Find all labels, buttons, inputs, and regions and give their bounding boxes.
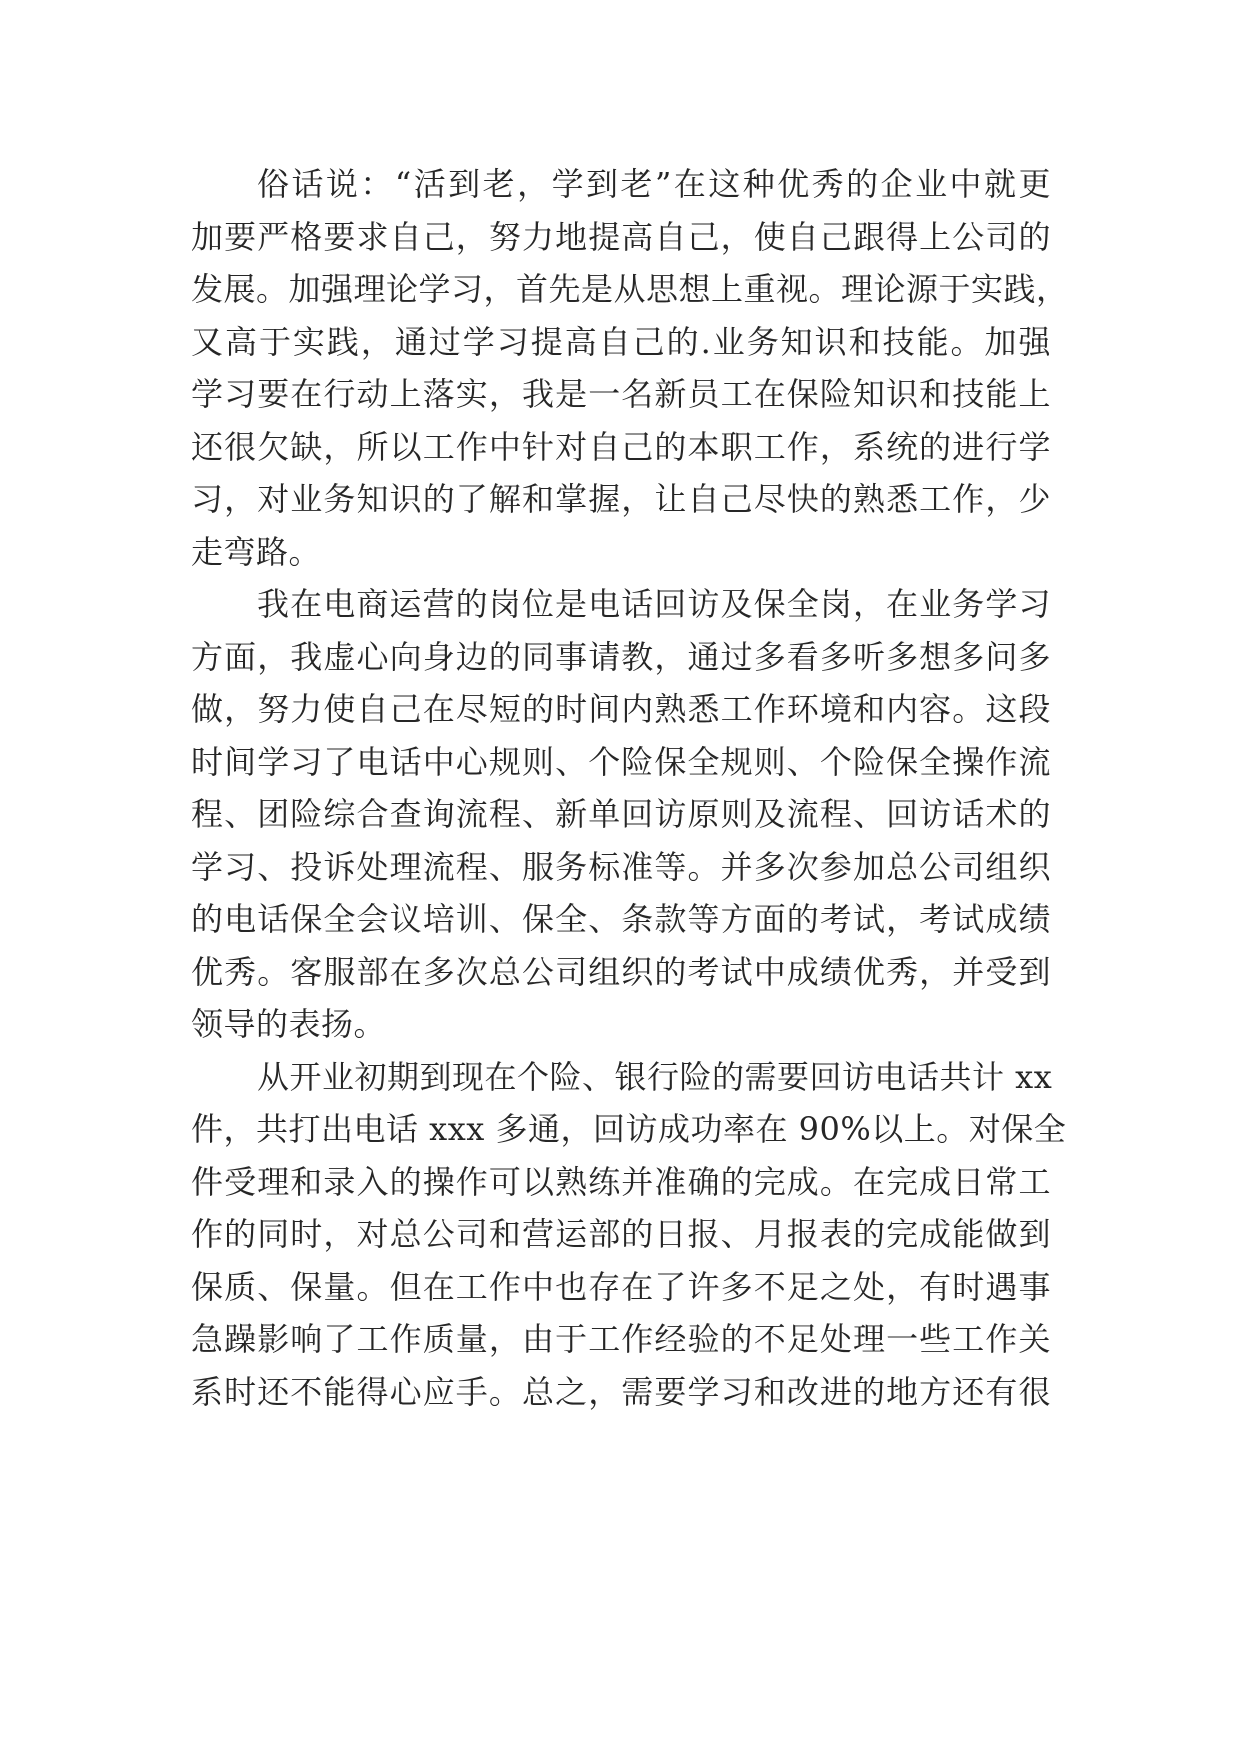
- paragraph-1-line-1: 俗话说：“活到老，学到老”在这种优秀的企业中就更: [257, 165, 1051, 203]
- paragraph-3-line-2: 件，共打出电话 xxx 多通，回访成功率在 90%以上。对保全: [191, 1110, 1067, 1148]
- paragraph-3-line-7: 系时还不能得心应手。总之，需要学习和改进的地方还有很: [191, 1372, 1051, 1411]
- paragraph-2-line-1: 我在电商运营的岗位是电话回访及保全岗，在业务学习: [257, 585, 1051, 623]
- paragraph-2-line-4: 时间学习了电话中心规则、个险保全规则、个险保全操作流: [191, 742, 1051, 781]
- paragraph-3-line-4: 作的同时，对总公司和营运部的日报、月报表的完成能做到: [191, 1215, 1051, 1253]
- paragraph-1-line-7: 习，对业务知识的了解和掌握，让自己尽快的熟悉工作，少: [191, 480, 1051, 518]
- paragraph-1-line-6: 还很欠缺，所以工作中针对自己的本职工作，系统的进行学: [191, 427, 1051, 466]
- paragraph-3-line-5: 保质、保量。但在工作中也存在了许多不足之处，有时遇事: [191, 1267, 1051, 1306]
- paragraph-3-line-1: 从开业初期到现在个险、银行险的需要回访电话共计 xx: [257, 1057, 1053, 1096]
- paragraph-2-line-8: 优秀。客服部在多次总公司组织的考试中成绩优秀，并受到: [191, 952, 1051, 991]
- paragraph-1-line-8: 走弯路。: [191, 532, 322, 571]
- paragraph-3-line-6: 急躁影响了工作质量，由于工作经验的不足处理一些工作关: [191, 1320, 1051, 1358]
- paragraph-2-line-7: 的电话保全会议培训、保全、条款等方面的考试，考试成绩: [191, 900, 1051, 938]
- paragraph-2-line-6: 学习、投诉处理流程、服务标准等。并多次参加总公司组织: [191, 847, 1051, 886]
- paragraph-3-line-3: 件受理和录入的操作可以熟练并准确的完成。在完成日常工: [191, 1162, 1051, 1201]
- document-body: [191, 158, 1069, 1418]
- paragraph-1-line-4: 又高于实践，通过学习提高自己的.业务知识和技能。加强: [191, 322, 1051, 361]
- paragraph-2-line-3: 做，努力使自己在尽短的时间内熟悉工作环境和内容。这段: [191, 690, 1051, 728]
- paragraph-2-line-5: 程、团险综合查询流程、新单回访原则及流程、回访话术的: [191, 795, 1051, 833]
- paragraph-1-line-3: 发展。加强理论学习，首先是从思想上重视。理论源于实践，: [191, 270, 1069, 308]
- paragraph-2-line-2: 方面，我虚心向身边的同事请教，通过多看多听多想多问多: [191, 637, 1051, 676]
- paragraph-1-line-2: 加要严格要求自己，努力地提高自己，使自己跟得上公司的: [191, 217, 1051, 256]
- paragraph-1-line-5: 学习要在行动上落实，我是一名新员工在保险知识和技能上: [191, 375, 1051, 413]
- paragraph-2-line-9: 领导的表扬。: [191, 1005, 387, 1043]
